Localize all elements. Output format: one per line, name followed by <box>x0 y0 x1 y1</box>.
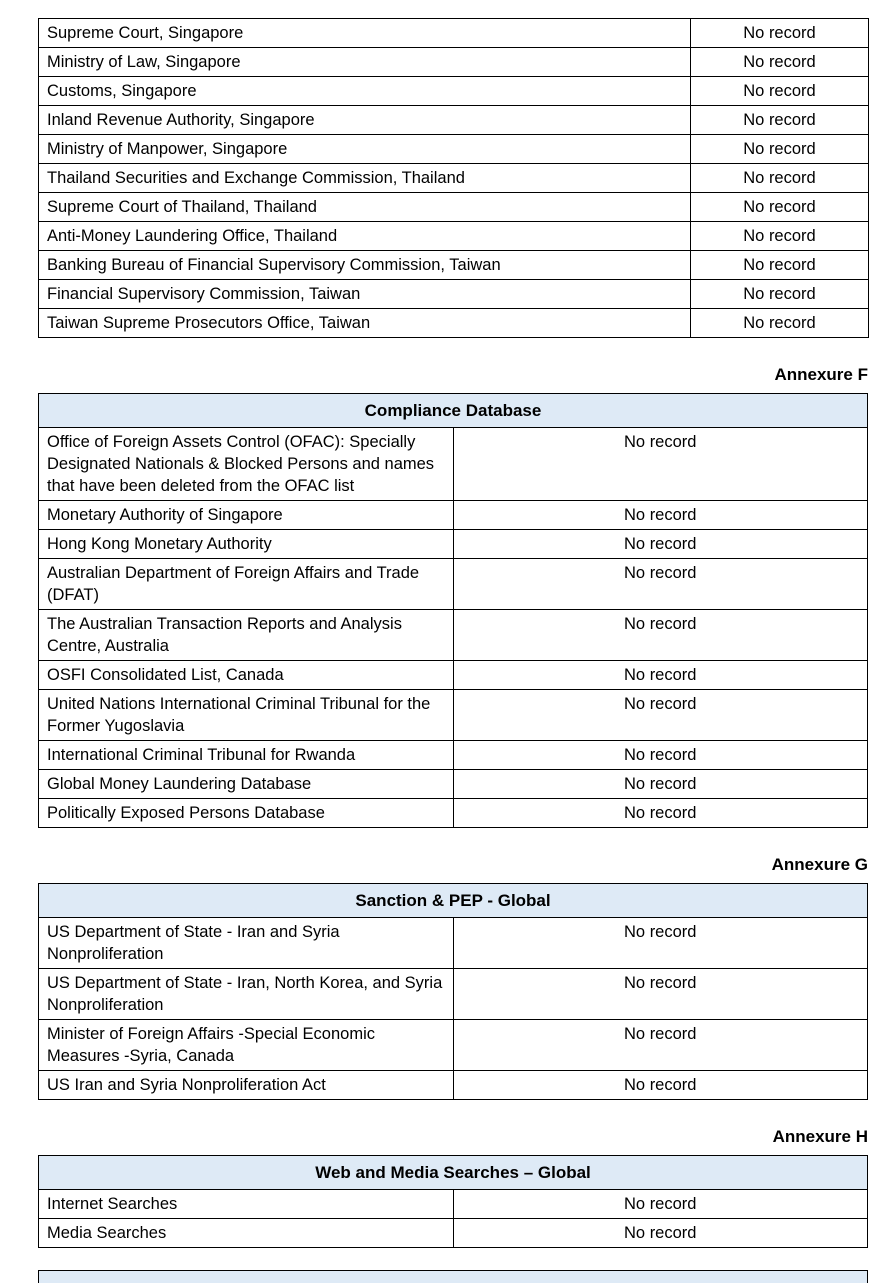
result-cell: No record <box>453 501 868 530</box>
source-cell: Thailand Securities and Exchange Commission, Thailand <box>39 164 691 193</box>
result-cell: No record <box>453 1219 868 1248</box>
table-row <box>39 1020 868 1071</box>
result-cell: No record <box>453 559 868 610</box>
table-row <box>39 77 869 106</box>
table-title-row <box>39 884 868 918</box>
table-row <box>39 1190 868 1219</box>
source-cell: Inland Revenue Authority, Singapore <box>39 106 691 135</box>
annexure-label-web-media-searches-global: Annexure H <box>772 1127 868 1146</box>
source-cell: Supreme Court, Singapore <box>39 19 691 48</box>
table-row <box>39 19 869 48</box>
table-row <box>39 222 869 251</box>
table-row <box>39 135 869 164</box>
source-cell: Supreme Court of Thailand, Thailand <box>39 193 691 222</box>
source-cell: US Department of State - Iran, North Korea, and Syria Nonproliferation <box>39 969 454 1020</box>
source-cell: OSFI Consolidated List, Canada <box>39 661 454 690</box>
result-cell: No record <box>691 309 869 338</box>
source-cell: Media Searches <box>39 1219 454 1248</box>
table-row <box>39 251 869 280</box>
table-row <box>39 428 868 501</box>
source-cell: Monetary Authority of Singapore <box>39 501 454 530</box>
report-sections <box>38 18 868 1248</box>
source-cell: Anti-Money Laundering Office, Thailand <box>39 222 691 251</box>
annexure-label-sanction-pep-global: Annexure G <box>771 855 868 874</box>
result-cell: No record <box>453 1071 868 1100</box>
table-row <box>39 559 868 610</box>
table-row <box>39 309 869 338</box>
table-row <box>39 799 868 828</box>
result-cell: No record <box>691 193 869 222</box>
table-title: Compliance Database <box>39 394 868 428</box>
table-row <box>39 741 868 770</box>
result-cell: No record <box>453 610 868 661</box>
table-row <box>39 501 868 530</box>
table-title-row <box>39 394 868 428</box>
result-cell: No record <box>453 918 868 969</box>
source-cell: Politically Exposed Persons Database <box>39 799 454 828</box>
table-row <box>39 770 868 799</box>
result-cell: No record <box>691 164 869 193</box>
table-row <box>39 661 868 690</box>
table-title-row <box>39 1156 868 1190</box>
section-sanction-pep-global <box>38 854 868 1100</box>
result-cell: No record <box>453 1020 868 1071</box>
result-cell: No record <box>453 661 868 690</box>
table-row <box>39 106 869 135</box>
result-cell: No record <box>691 222 869 251</box>
result-cell: No record <box>691 19 869 48</box>
source-cell: Hong Kong Monetary Authority <box>39 530 454 559</box>
source-cell: The Australian Transaction Reports and Analysis Centre, Australia <box>39 610 454 661</box>
result-cell: No record <box>691 48 869 77</box>
source-cell: Global Money Laundering Database <box>39 770 454 799</box>
source-cell: Ministry of Law, Singapore <box>39 48 691 77</box>
result-cell: No record <box>691 280 869 309</box>
source-cell: Internet Searches <box>39 1190 454 1219</box>
result-cell: No record <box>453 770 868 799</box>
table-title: Sanction & PEP - Global <box>39 884 868 918</box>
source-cell: Australian Department of Foreign Affairs and Trade (DFAT) <box>39 559 454 610</box>
source-cell: Taiwan Supreme Prosecutors Office, Taiwan <box>39 309 691 338</box>
table-title: Web and Media Searches – Global <box>39 1156 868 1190</box>
result-cell: No record <box>691 251 869 280</box>
table-row <box>39 193 869 222</box>
source-cell: United Nations International Criminal Tribunal for the Former Yugoslavia <box>39 690 454 741</box>
source-cell: Minister of Foreign Affairs -Special Economic Measures -Syria, Canada <box>39 1020 454 1071</box>
result-cell: No record <box>453 690 868 741</box>
source-cell: Ministry of Manpower, Singapore <box>39 135 691 164</box>
source-cell: Financial Supervisory Commission, Taiwan <box>39 280 691 309</box>
section-regulatory-sources-continued <box>38 18 868 338</box>
result-cell: No record <box>691 106 869 135</box>
annexure-label-compliance-database: Annexure F <box>774 365 868 384</box>
regulatory-sources-continued-table <box>38 18 869 338</box>
result-cell: No record <box>453 530 868 559</box>
table-row <box>39 164 869 193</box>
table-row <box>39 280 869 309</box>
table-row <box>39 969 868 1020</box>
source-cell: International Criminal Tribunal for Rwanda <box>39 741 454 770</box>
source-cell: Banking Bureau of Financial Supervisory Commission, Taiwan <box>39 251 691 280</box>
next-table-partial-header <box>38 1270 868 1283</box>
result-cell: No record <box>453 799 868 828</box>
result-cell: No record <box>691 77 869 106</box>
table-row <box>39 610 868 661</box>
table-row <box>39 1071 868 1100</box>
web-media-searches-global-table <box>38 1155 868 1248</box>
result-cell: No record <box>453 741 868 770</box>
table-row <box>39 1219 868 1248</box>
table-row <box>39 690 868 741</box>
compliance-database-table <box>38 393 868 828</box>
sanction-pep-global-table <box>38 883 868 1100</box>
result-cell: No record <box>453 428 868 501</box>
table-row <box>39 530 868 559</box>
source-cell: US Department of State - Iran and Syria Nonproliferation <box>39 918 454 969</box>
source-cell: US Iran and Syria Nonproliferation Act <box>39 1071 454 1100</box>
result-cell: No record <box>453 969 868 1020</box>
table-row <box>39 918 868 969</box>
section-compliance-database <box>38 364 868 828</box>
table-row <box>39 48 869 77</box>
source-cell: Office of Foreign Assets Control (OFAC): Specially Designated Nationals & Blocked Persons and names that have been deleted from the OFAC list <box>39 428 454 501</box>
result-cell: No record <box>691 135 869 164</box>
source-cell: Customs, Singapore <box>39 77 691 106</box>
result-cell: No record <box>453 1190 868 1219</box>
